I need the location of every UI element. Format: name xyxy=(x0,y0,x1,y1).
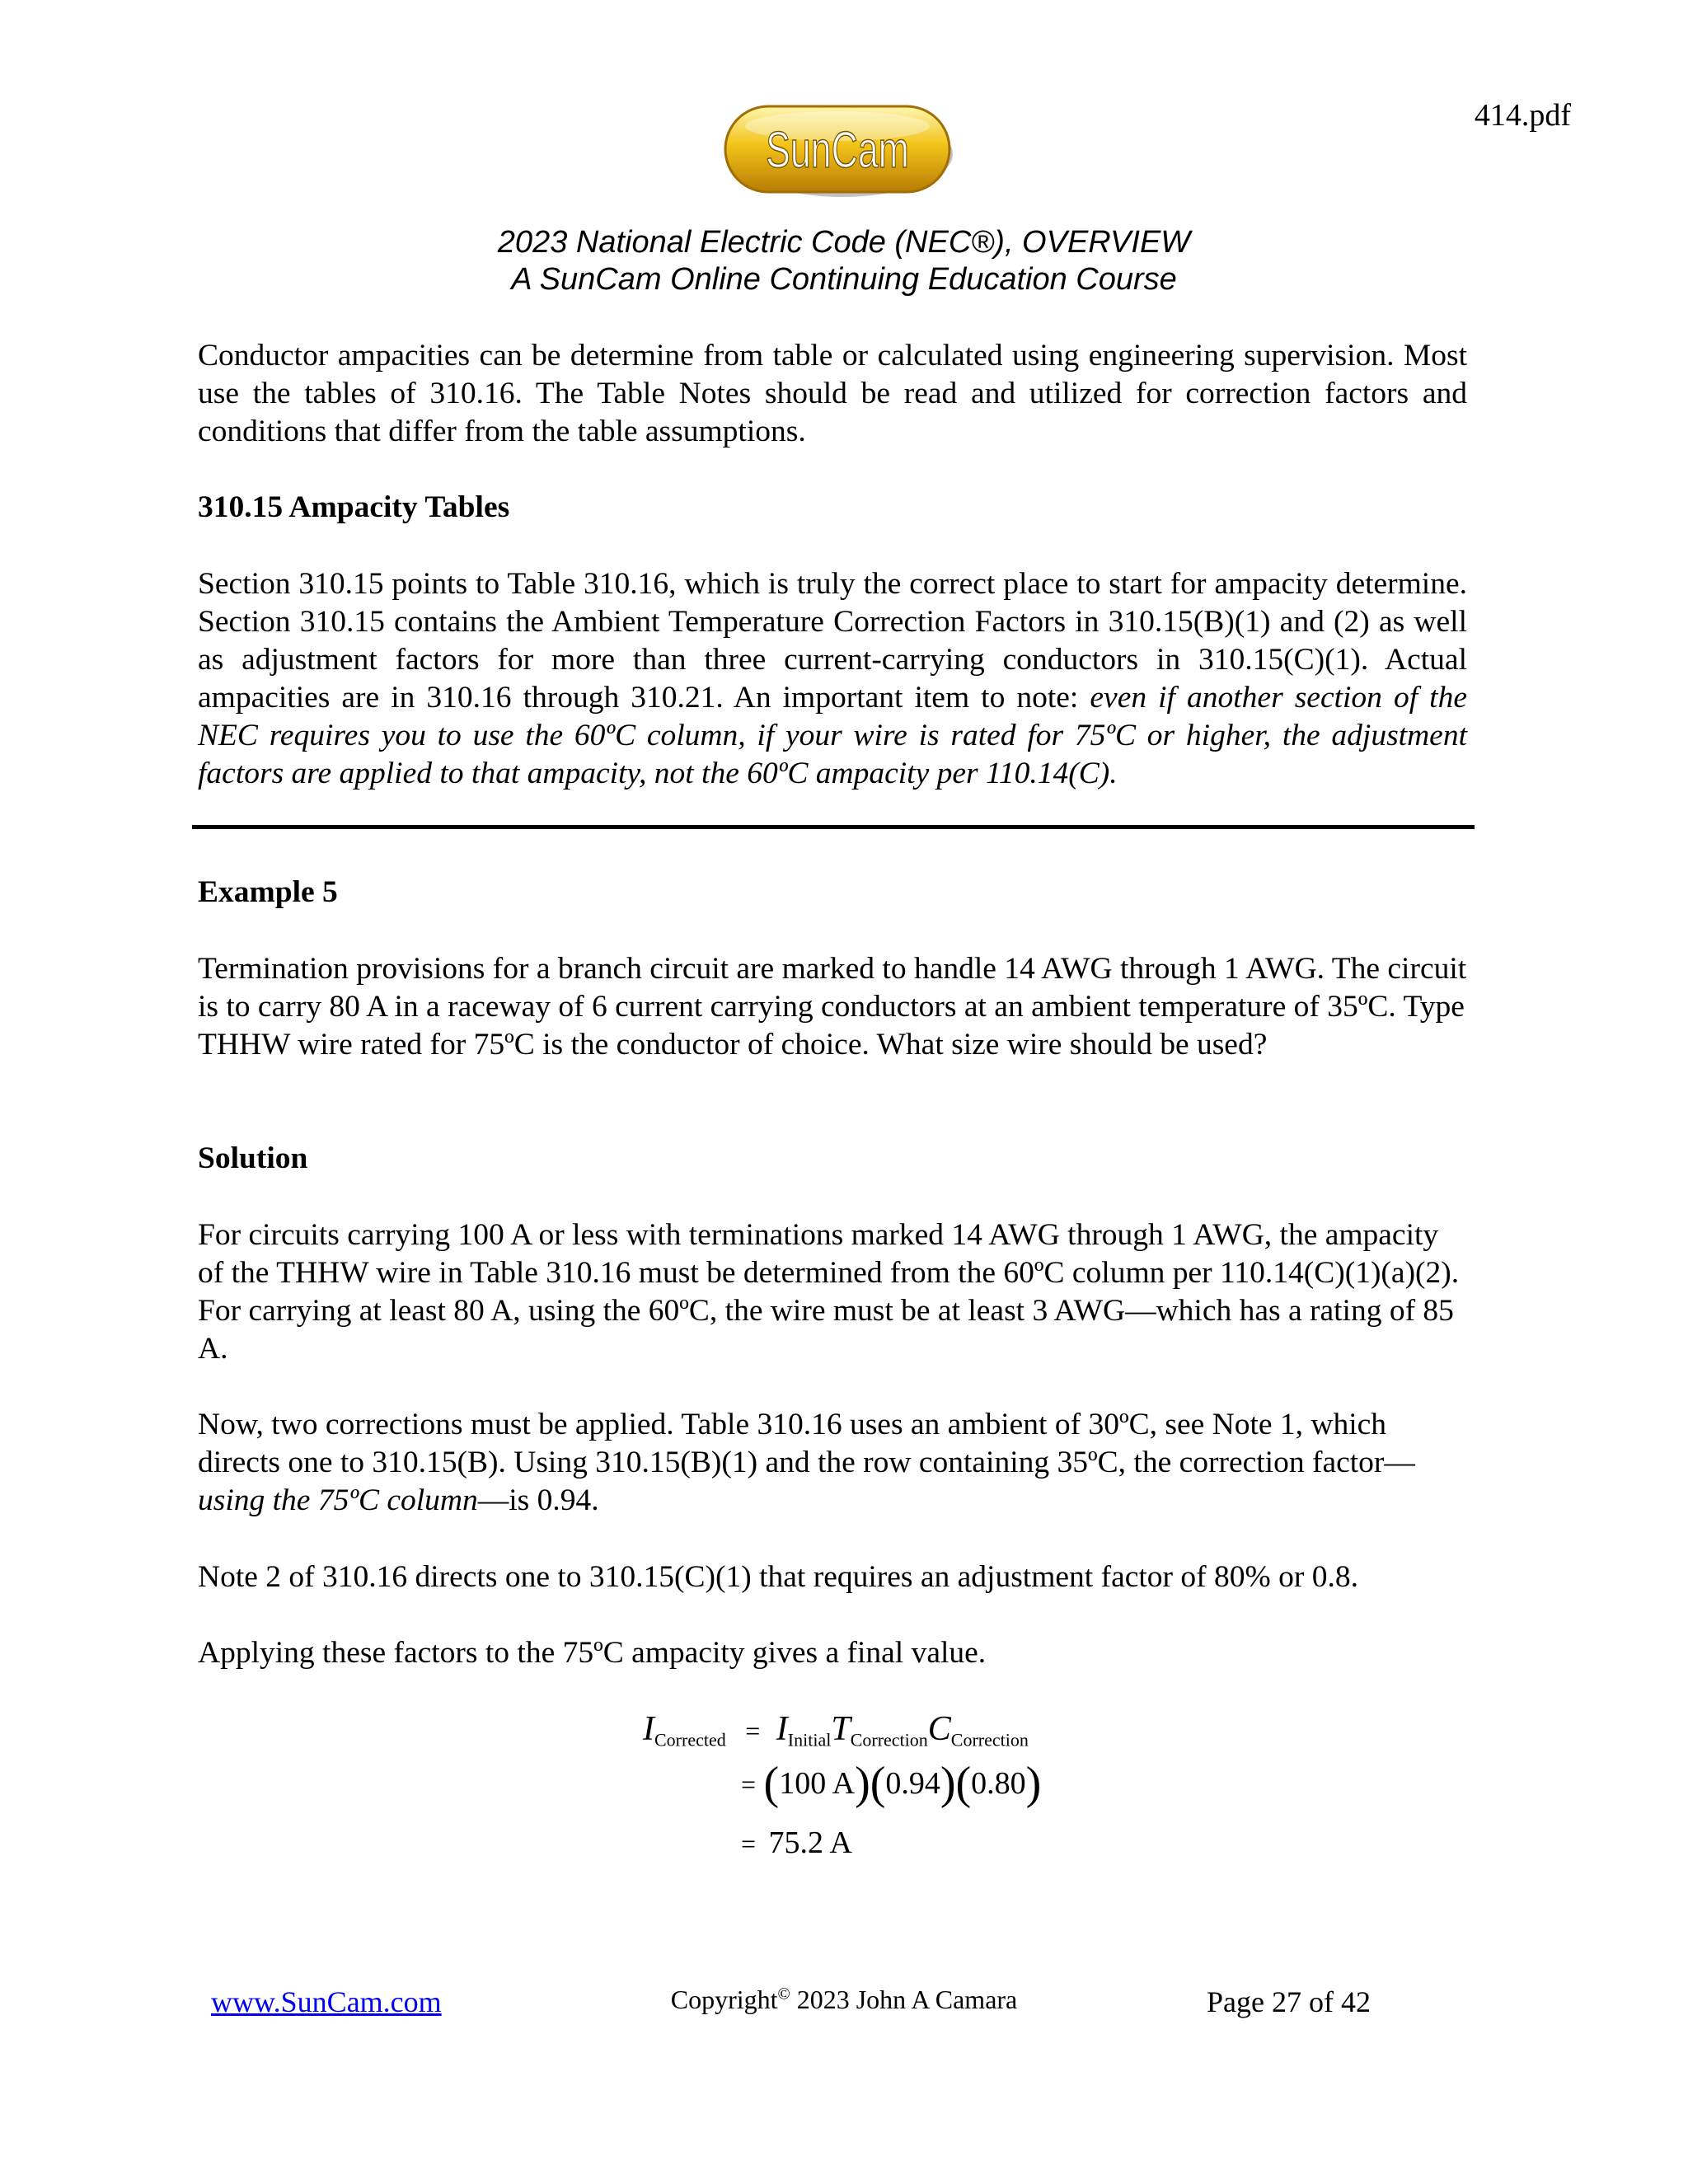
section-310-15-text: Section 310.15 points to Table 310.16, which is truly the correct place to start for ampacity determine. Section 310.15 contains the Ambient Temperature Correction Factors in 310.15(B)(1) and (2) as well as adjustment factors for more than three current-carrying conductors in 310.15(C)(1). Actual ampacities are in 310.16 through 310.21. An important item to note: xyxy=(198,567,1467,715)
logo-text: SunCam xyxy=(766,121,909,179)
eq-symbol-i-corrected: I xyxy=(643,1710,654,1748)
solution-paragraph-2-end: —is 0.94. xyxy=(477,1483,599,1517)
eq-result: 75.2 A xyxy=(768,1825,852,1860)
solution-heading: Solution xyxy=(198,1141,308,1175)
eq-value-initial: 100 A xyxy=(779,1766,856,1801)
solution-paragraph-3: Note 2 of 310.16 directs one to 310.15(C)(1) that requires an adjustment factor of 80% or 0.8. xyxy=(198,1560,1358,1594)
eq-symbol-c: C xyxy=(927,1710,951,1748)
solution-paragraph-2 xyxy=(198,1406,1467,1520)
equation-line-1 xyxy=(643,1709,1029,1751)
page-number: Page 27 of 42 xyxy=(1207,1985,1371,2018)
suncam-logo xyxy=(720,101,958,200)
footer-copyright xyxy=(0,1985,1688,2015)
intro-paragraph: Conductor ampacities can be determine from table or calculated using engineering supervision. Most use the tables of 310.16. The Table Notes should be read and utilized for correction factors and conditions that differ from the table assumptions. xyxy=(198,339,1467,448)
suncam-website-link[interactable]: www.SunCam.com xyxy=(211,1985,442,2018)
eq-sub-corrected: Corrected xyxy=(654,1729,726,1750)
eq-sub-t-correction: Correction xyxy=(850,1729,928,1750)
eq-sub-c-correction: Correction xyxy=(950,1729,1029,1750)
section-310-15-italic-note: even if another section of the NEC requires you to use the 60ºC column, if your wire is rated for 75ºC or higher, the adjustment factors are applied to that ampacity, not the 60ºC ampacity per 110.14(C). xyxy=(198,681,1467,790)
eq-equals-2: = xyxy=(741,1769,757,1799)
copyright-mark: © xyxy=(777,1985,790,2004)
section-heading-310-15: 310.15 Ampacity Tables xyxy=(198,490,510,524)
eq-equals-3: = xyxy=(741,1829,757,1858)
solution-paragraph-1: For circuits carrying 100 A or less with terminations marked 14 AWG through 1 AWG, the ampacity of the THHW wire in Table 310.16 must be determined from the 60ºC column per 110.14(C)(1)(a)(2). For carrying at least 80 A, using the 60ºC, the wire must be at least 3 AWG—which has a rating of 85 A. xyxy=(198,1218,1460,1366)
equation-line-2: = (100 A)(0.94)(0.80) xyxy=(741,1758,1042,1809)
copyright-text: 2023 John A Camara xyxy=(790,1985,1018,2014)
course-title-line1: 2023 National Electric Code (NEC®), OVERVIEW xyxy=(497,225,1191,260)
eq-symbol-t: T xyxy=(831,1710,851,1748)
file-label: 414.pdf xyxy=(1474,98,1571,133)
solution-paragraph-2-italic: using the 75ºC column xyxy=(198,1483,478,1517)
eq-value-temp-correction: 0.94 xyxy=(885,1766,940,1801)
eq-equals-1: = xyxy=(745,1716,761,1746)
example-heading: Example 5 xyxy=(198,875,338,909)
solution-paragraph-4: Applying these factors to the 75ºC ampacity gives a final value. xyxy=(198,1636,987,1670)
eq-sub-initial: Initial xyxy=(787,1729,832,1750)
course-title-line2: A SunCam Online Continuing Education Course xyxy=(511,262,1177,297)
eq-value-adjustment: 0.80 xyxy=(971,1766,1026,1801)
eq-symbol-i-initial: I xyxy=(776,1710,788,1748)
copyright-word: Copyright xyxy=(670,1985,778,2014)
example-problem: Termination provisions for a branch circuit are marked to handle 14 AWG through 1 AWG. The circuit is to carry 80 A in a raceway of 6 current carrying conductors at an ambient temperature of 35ºC. Type THHW wire rated for 75ºC is the conductor of choice. What size wire should be used? xyxy=(198,952,1467,1062)
solution-paragraph-2-text: Now, two corrections must be applied. Table 310.16 uses an ambient of 30ºC, see Note 1, which directs one to 310.15(B). Using 310.15(B)(1) and the row containing 35ºC, the correction factor— xyxy=(198,1408,1415,1479)
equation-line-3 xyxy=(741,1825,852,1861)
section-310-15-paragraph xyxy=(198,565,1467,793)
horizontal-rule xyxy=(192,825,1475,829)
